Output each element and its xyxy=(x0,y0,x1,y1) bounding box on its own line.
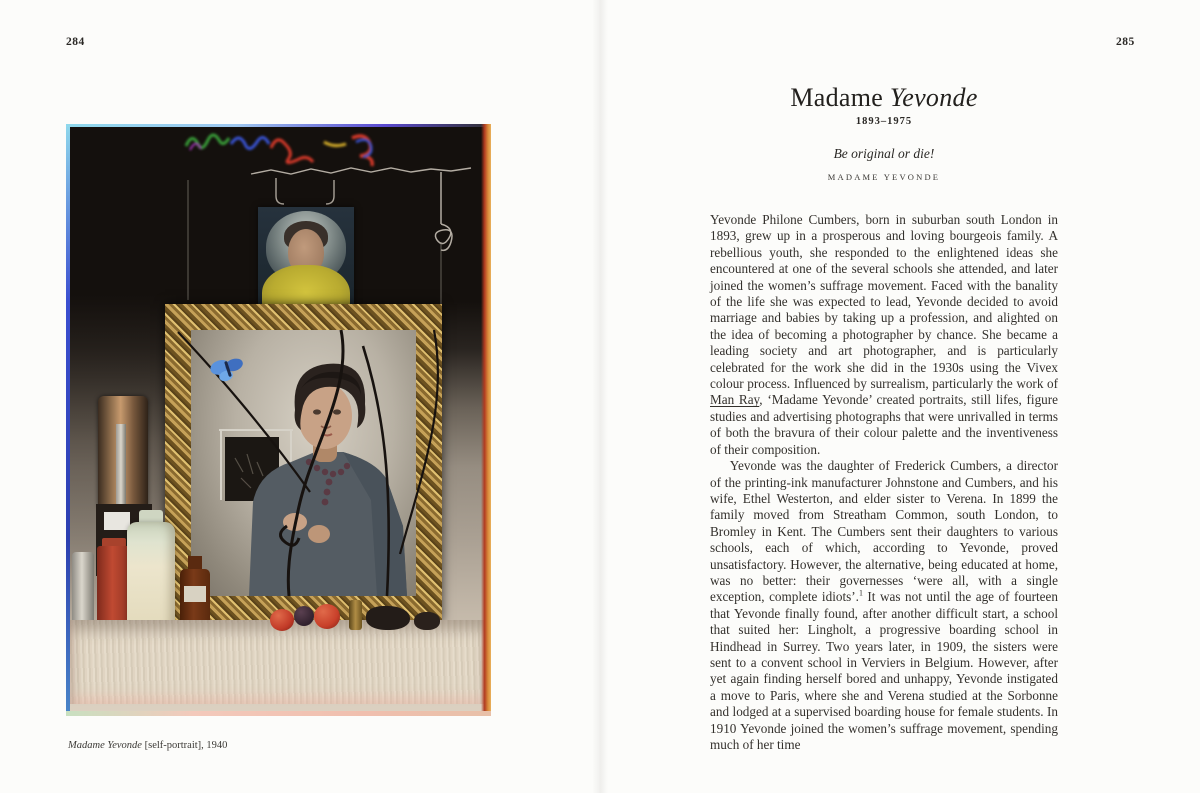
amber-bottle-label xyxy=(184,586,206,602)
chapter-title xyxy=(710,83,1058,113)
blue-butterfly xyxy=(208,354,246,385)
chromatic-fringe-bottom xyxy=(66,711,491,716)
red-canister xyxy=(97,546,131,630)
chromatic-fringe-top xyxy=(66,124,491,127)
chromatic-fringe-left xyxy=(66,124,70,716)
small-brass-bottle xyxy=(349,600,362,630)
milk-bottle xyxy=(127,522,175,634)
tomato xyxy=(270,609,294,631)
amber-bottle-neck xyxy=(188,556,202,570)
body-paragraph-2: Yevonde was the daughter of Frederick Cumbers, a director of the printing-ink manufacturer Johnstone and Cumbers, and his wife, Ethel Westerton, and elder sister to Verena. In 1899 the family moved from Streatham Common, south London, to Bromley in Kent. The Cumbers sent their daughters to various schools, each of which, according to Yevonde, proved unsatisfactory. However, the alternative, being educated at home, was no better: their governesses ‘were all, with a single exception, complete idiots’.$^1$ It was not until the age of fourteen that Yevonde finally found, after another difficult start, a school that suited her: Lingholt, a progressive boarding school in Hindhead in Surrey. Two years later, in 1909, the sisters were sent to a convent school in Verviers in Belgium. However, after yet again finding herself bored and unhappy, Yevonde instigated a move to Paris, where she and Verena studied at the Sorbonne and lodged at a supervised boarding house for female students. In 1910 Yevonde joined the women’s suffrage movement, spending much of her time xyxy=(710,458,1058,752)
glass-tube xyxy=(116,424,126,504)
white-fur-table-cover xyxy=(70,620,487,704)
chapter-title-roman: Madame xyxy=(790,83,890,112)
dark-lens-objects xyxy=(366,606,410,630)
caption-rest: [self-portrait], 1940 xyxy=(141,740,228,751)
page-number-right: 285 xyxy=(1116,36,1135,48)
body-text xyxy=(710,212,1058,753)
life-dates: 1893–1975 xyxy=(855,116,913,127)
photo-caption xyxy=(68,740,227,751)
epigraph-quote: Be original or die! xyxy=(833,146,935,161)
page-number-left: 284 xyxy=(66,36,85,48)
self-portrait-photograph xyxy=(66,124,491,716)
dark-plum xyxy=(294,606,314,626)
page-fold xyxy=(592,0,608,793)
dark-object xyxy=(414,612,440,630)
body-paragraph-1: Yevonde Philone Cumbers, born in suburban south London in 1893, grew up in a prosperous and loving bourgeois family. A rebellious youth, she responded to the enlightened ideas she encountered at one of the several schools she attended, and later joined the women’s suffrage movement. Faced with the banality of the life she was expected to lead, Yevonde decided to avoid marriage and babies by taking up a profession, and alighted on the idea of becoming a photographer by chance. She became a leading society and art photographer, and is particularly celebrated for the work she did in the 1930s using the Vivex colour process. Influenced by surrealism, particularly the work of Man Ray, ‘Madame Yevonde’ created portraits, still lifes, figure studies and advertising photographs that were unrivalled in terms of both the bravura of their colour palette and the inventiveness of their composition. xyxy=(710,212,1058,457)
epigraph-attribution: MADAME YEVONDE xyxy=(827,172,941,182)
chapter-title-italic: Yevonde xyxy=(889,83,978,112)
machine-screen xyxy=(104,512,130,530)
tomato xyxy=(314,604,340,629)
chromatic-fringe-right xyxy=(481,124,491,716)
caption-title: Madame Yevonde xyxy=(68,740,142,751)
